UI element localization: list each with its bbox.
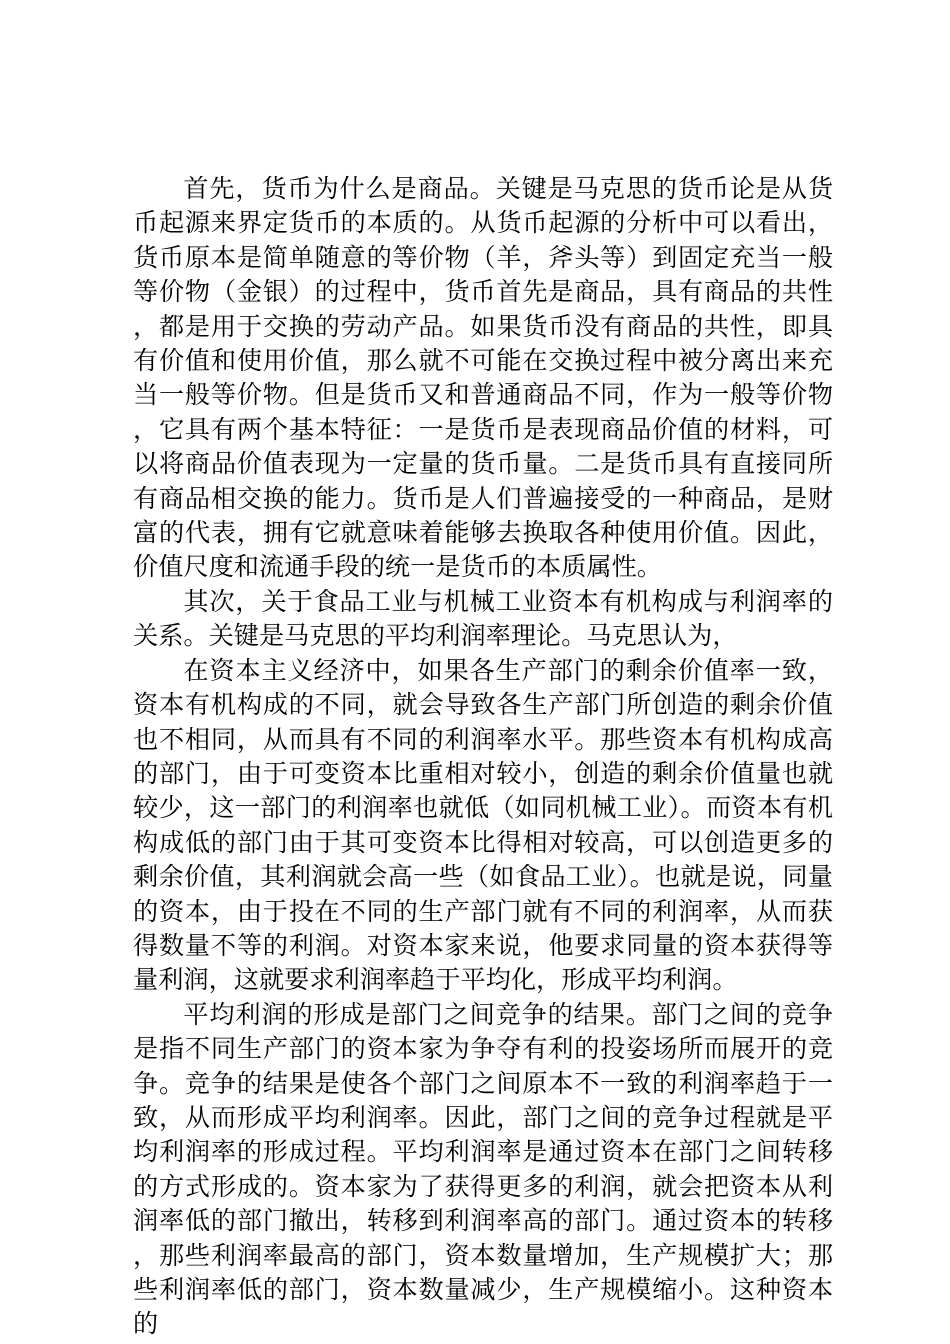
paragraph-money-as-commodity: 首先，货币为什么是商品。关键是马克思的货币论是从货币起源来界定货币的本质的。从货币起源的分析中可以看出，货币原本是简单随意的等价物（羊，斧头等）到固定充当一般等价物（金银）的过程中，货币首先是商品，具有商品的共性，都是用于交换的劳动产品。如果货币没有商品的共性，即具有价值和使用价值，那么就不可能在交换过程中被分离出来充当一般等价物。但是货币又和普通商品不同，作为一般等价物，它具有两个基本特征：一是货币是表现商品价值的材料，可以将商品价值表现为一定量的货币量。二是货币具有直接同所有商品相交换的能力。货币是人们普遍接受的一种商品，是财富的代表，拥有它就意味着能够去换取各种使用价值。因此，价值尺度和流通手段的统一是货币的本质属性。 [133,174,833,582]
document-page [133,172,833,1342]
paragraph-average-profit-formation: 平均利润的形成是部门之间竞争的结果。部门之间的竞争是指不同生产部门的资本家为争夺有利的投姿场所而展开的竞争。竞争的结果是使各个部门之间原本不一致的利润率趋于一致，从而形成平均利润率。因此，部门之间的竞争过程就是平均利润率的形成过程。平均利润率是通过资本在部门之间转移的方式形成的。资本家为了获得更多的利润，就会把资本从利润率低的部门撤出，转移到利润率高的部门。通过资本的转移，那些利润率最高的部门，资本数量增加，生产规模扩大；那些利润率低的部门，资本数量减少，生产规模缩小。这种资本的 [133,999,833,1339]
paragraph-organic-composition-intro: 其次，关于食品工业与机械工业资本有机构成与利润率的关系。关键是马克思的平均利润率理论。马克思认为， [133,586,833,651]
paragraph-profit-rate-differences: 在资本主义经济中，如果各生产部门的剩余价值率一致，资本有机构成的不同，就会导致各生产部门所创造的剩余价值也不相同，从而具有不同的利润率水平。那些资本有机构成高的部门，由于可变资本比重相对较小，创造的剩余价值量也就较少，这一部门的利润率也就低（如同机械工业）。而资本有机构成低的部门由于其可变资本比得相对较高，可以创造更多的剩余价值，其利润就会高一些（如食品工业）。也就是说，同量的资本，由于投在不同的生产部门就有不同的利润率，从而获得数量不等的利润。对资本家来说，他要求同量的资本获得等量利润，这就要求利润率趋于平均化，形成平均利润。 [133,655,833,995]
